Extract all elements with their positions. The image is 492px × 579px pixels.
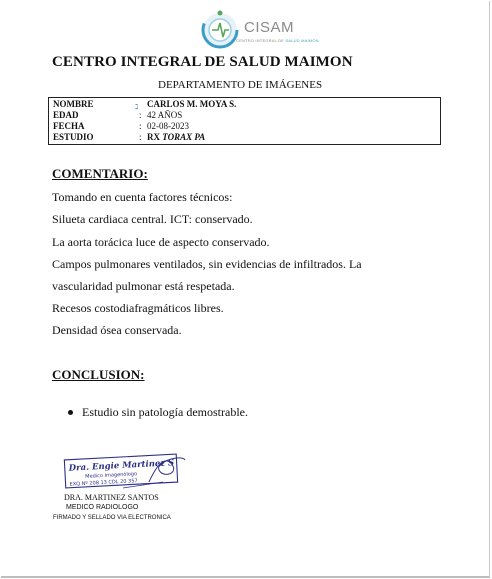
date-label: FECHA	[53, 121, 85, 131]
signature-stamp	[63, 452, 187, 489]
cisam-logo	[196, 6, 336, 50]
date-value: 02-08-2023	[147, 121, 189, 131]
study-value	[147, 132, 205, 143]
department-title: DEPARTAMENTO DE IMÁGENES	[158, 79, 323, 91]
conclusion-item: Estudio sin patología demostrable.	[82, 405, 248, 419]
small-mark-icon: ℷ	[135, 103, 139, 111]
logo-tagline-a: CENTRO INTEGRAL DE	[236, 38, 286, 43]
comment-heading: COMENTARIO:	[52, 166, 148, 181]
bullet-icon	[68, 410, 73, 415]
org-title: CENTRO INTEGRAL DE SALUD MAIMON	[52, 54, 353, 70]
age-separator: :	[139, 110, 142, 120]
logo-emblem-icon	[196, 6, 244, 50]
age-value: 42 AÑOS	[147, 110, 183, 120]
stamp-graphic	[63, 452, 187, 489]
logo-text: CISAM	[244, 19, 295, 36]
logo-tagline-b: SALUD MAIMON	[285, 38, 319, 43]
comment-line: vascularidad pulmonar está respetada.	[52, 279, 235, 293]
study-value-a: RX	[147, 132, 163, 142]
study-separator: :	[139, 132, 142, 142]
signature-note: FIRMADO Y SELLADO VIA ELECTRONICA	[53, 515, 171, 521]
comment-line: Campos pulmonares ventilados, sin evidencias de infiltrados. La	[52, 257, 362, 271]
comment-line: Tomando en cuenta factores técnicos:	[52, 190, 233, 204]
stamp-role: Medico Imagenólogo	[85, 471, 138, 480]
name-value: CARLOS M. MOYA S.	[147, 99, 237, 109]
patient-info-box	[48, 97, 441, 145]
comment-line: Densidad ósea conservada.	[52, 323, 182, 337]
conclusion-heading: CONCLUSION:	[52, 367, 145, 382]
study-value-b: TORAX PA	[162, 132, 206, 142]
comment-line: Recesos costodiafragmáticos libres.	[52, 301, 224, 315]
comment-line: Silueta cardiaca central. ICT: conservado.	[52, 212, 253, 226]
study-label: ESTUDIO	[53, 132, 94, 142]
signer-name: DRA. MARTINEZ SANTOS	[64, 493, 159, 502]
logo-tagline	[236, 38, 319, 43]
age-label: EDAD	[53, 110, 79, 120]
name-label: NOMBRE	[53, 99, 94, 109]
stamp-name: Dra. Engie Martinez S	[68, 458, 175, 474]
signer-title: MEDICO RADIOLOGO	[66, 504, 139, 511]
comment-line: La aorta torácica luce de aspecto conservado.	[52, 235, 270, 249]
stamp-exq: EXQ Nº 208 13 CDL 20 357	[69, 478, 138, 488]
date-separator: :	[139, 121, 142, 131]
